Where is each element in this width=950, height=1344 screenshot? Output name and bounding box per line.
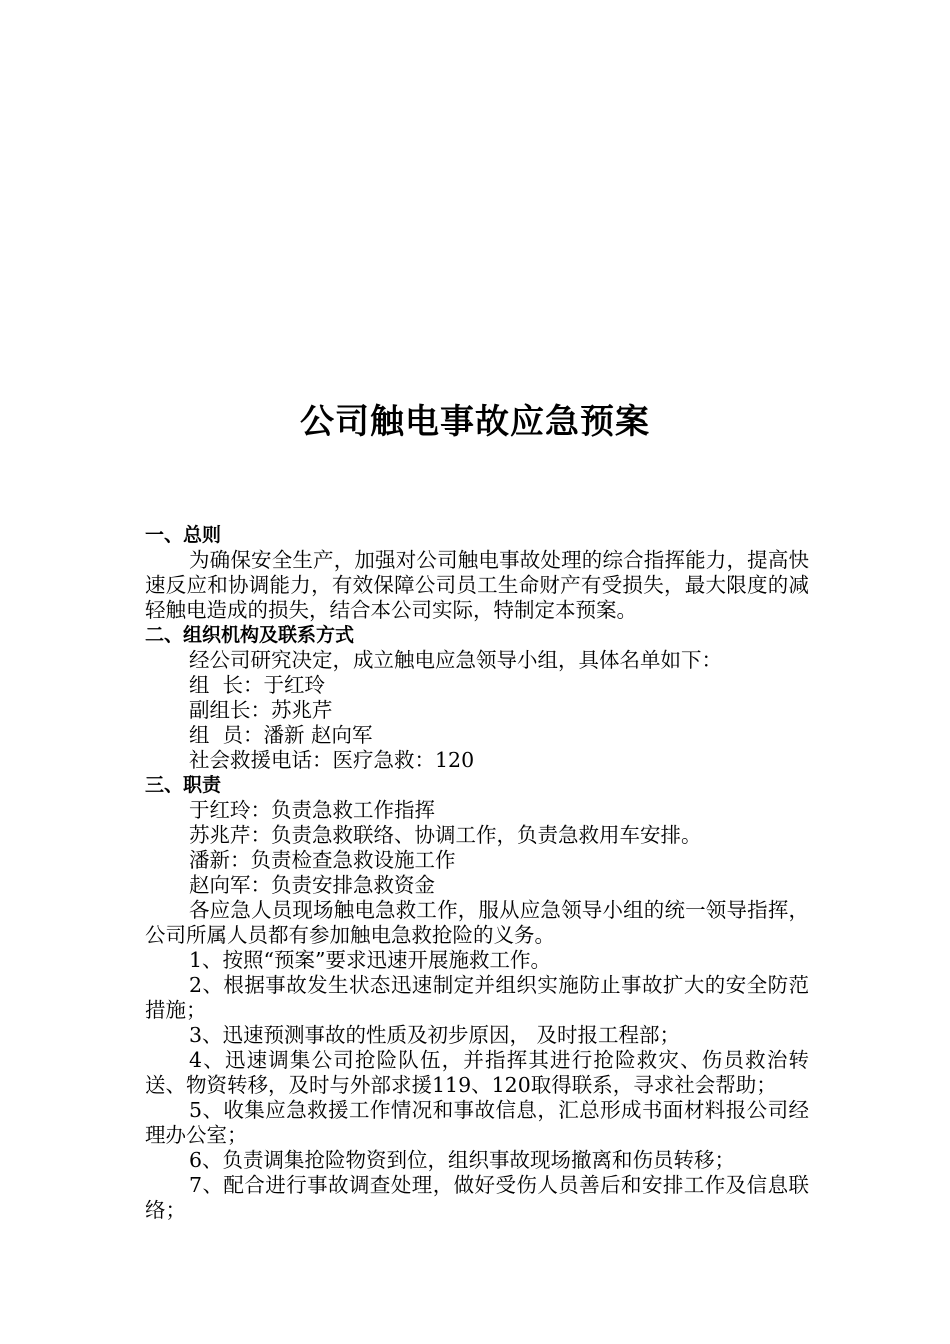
numbered-item: 2、根据事故发生状态迅速制定并组织实施防止事故扩大的安全防范措施；	[145, 973, 809, 1022]
team-members-line: 组 员：潘新 赵向军	[189, 723, 373, 747]
numbered-item: 1、按照“预案”要求迅速开展施救工作。	[189, 948, 552, 972]
numbered-item: 3、迅速预测事故的性质及初步原因， 及时报工程部；	[189, 1023, 681, 1047]
numbered-item: 7、配合进行事故调查处理，做好受伤人员善后和安排工作及信息联络；	[145, 1173, 809, 1222]
duty-line: 赵向军：负责安排急救资金	[189, 873, 435, 897]
numbered-item: 4、迅速调集公司抢险队伍，并指挥其进行抢险救灾、伤员救治转送、物资转移，及时与外部求援119、120取得联系，寻求社会帮助；	[145, 1048, 809, 1097]
section-heading-organization: 二、组织机构及联系方式	[145, 624, 355, 646]
section-heading-duties: 三、职责	[145, 774, 222, 796]
team-leader-line: 组 长：于红玲	[189, 673, 326, 697]
document-body	[145, 523, 809, 1223]
document-title: 公司触电事故应急预案	[300, 402, 650, 442]
section-heading-general: 一、总则	[145, 524, 222, 546]
paragraph: 为确保安全生产，加强对公司触电事故处理的综合指挥能力，提高快速反应和协调能力，有效保障公司员工生命财产有受损失，最大限度的减轻触电造成的损失，结合本公司实际，特制定本预案。	[145, 548, 809, 622]
duty-line: 潘新：负责检查急救设施工作	[189, 848, 456, 872]
numbered-item: 5、收集应急救援工作情况和事故信息，汇总形成书面材料报公司经理办公室；	[145, 1098, 809, 1147]
duty-line: 于红玲：负责急救工作指挥	[189, 798, 435, 822]
duty-line: 苏兆芹：负责急救联络、协调工作，负责急救用车安排。	[189, 823, 702, 847]
emergency-phone-line: 社会救援电话：医疗急救：120	[189, 748, 475, 772]
numbered-item: 6、负责调集抢险物资到位，组织事故现场撤离和伤员转移；	[189, 1148, 736, 1172]
deputy-leader-line: 副组长：苏兆芹	[189, 698, 333, 722]
paragraph: 各应急人员现场触电急救工作，服从应急领导小组的统一领导指挥，公司所属人员都有参加触电急救抢险的义务。	[145, 898, 809, 947]
paragraph: 经公司研究决定，成立触电应急领导小组，具体名单如下：	[189, 648, 722, 672]
